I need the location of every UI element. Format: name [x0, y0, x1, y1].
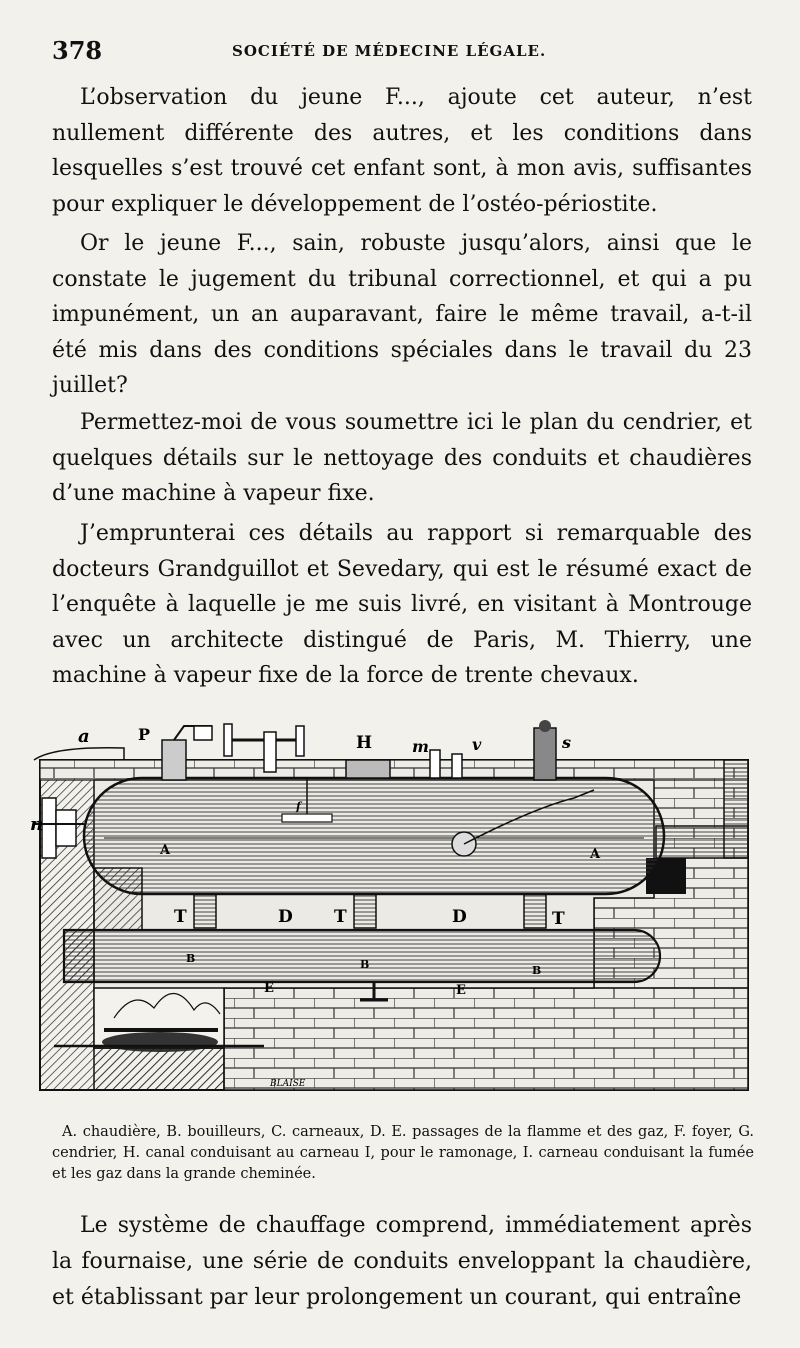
figure-caption: A. chaudière, B. bouilleurs, C. carneaux, D. E. passages de la flamme et des gaz, F. foyer, G. cendrier, H. canal conduisant au carneau I, pour le ramonage, I. carneau conduisant la fumée et les gaz dans la grande cheminée. [52, 1124, 754, 1182]
paragraph-4: J’emprunterai ces détails au rapport si remarquable des docteurs Grandguillot et Sevedary, qui est le résumé exact de l’enquête à laquelle je me suis livré, en visitant à Montrouge avec un architecte distingué de Paris, M. Thierry, une machine à vapeur fixe de la force de trente chevaux. [52, 521, 752, 689]
boiler-A [84, 778, 664, 894]
engraver-signature: BLAISE [270, 1079, 306, 1089]
label-P: P [138, 725, 151, 744]
label-D1: D [278, 907, 293, 927]
label-B3: B [532, 964, 542, 977]
label-H: H [356, 733, 373, 753]
paragraph-3: Permettez-moi de vous soumettre ici le plan du cendrier, et quelques détails sur le nettoyage des conduits et chaudières d’une machine à vapeur fixe. [52, 410, 752, 507]
paragraph-2: Or le jeune F..., sain, robuste jusqu’alors, ainsi que le constate le jugement du tribunal correctionnel, et qui a pu impunément, un an auparavant, faire le même travail, a-t-il été mis dans des conditions spéciales dans le travail du 23 juillet? [52, 231, 752, 399]
bouilleur-B [64, 930, 660, 982]
paragraph-1: L’observation du jeune F..., ajoute cet auteur, n’est nullement différente des autres, et les conditions dans lesquelles s’est trouvé cet enfant sont, à mon avis, suffisantes pour expliquer le développement de l’ostéo-périostite. [52, 85, 752, 217]
bottom-brick-wall [224, 988, 748, 1090]
label-a: a [78, 726, 90, 747]
page-number: 378 [52, 36, 103, 65]
label-B1: B [186, 952, 196, 965]
boiler-diagram [30, 718, 756, 1098]
running-title: SOCIÉTÉ DE MÉDECINE LÉGALE. [232, 42, 547, 60]
label-A-left: A [160, 843, 171, 858]
label-n: n [30, 814, 44, 835]
label-B2: B [360, 958, 370, 971]
running-head [52, 36, 752, 66]
label-s: s [562, 733, 572, 752]
label-f: f [296, 800, 301, 813]
ash-pit [94, 1048, 224, 1090]
label-T3: T [552, 909, 565, 929]
label-m: m [412, 737, 429, 756]
label-v: v [472, 735, 482, 754]
label-T1: T [174, 907, 187, 927]
label-T2: T [334, 907, 347, 927]
label-D2: D [452, 907, 467, 927]
paragraph-5: Le système de chauffage comprend, immédiatement après la fournaise, une série de conduits enveloppant la chaudière, et établissant par leur prolongement un courant, qui entraîne [52, 1213, 752, 1310]
boiler-engraving [30, 718, 756, 1098]
label-A-right: A [590, 847, 601, 862]
label-E1: E [264, 981, 274, 996]
label-E2: E [456, 983, 466, 998]
